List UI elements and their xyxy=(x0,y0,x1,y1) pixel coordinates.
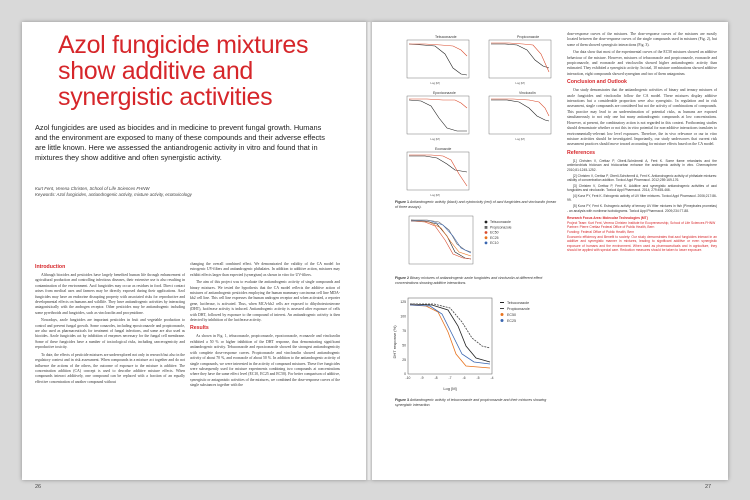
legend-label: EC10 xyxy=(490,241,499,245)
plot-frame xyxy=(489,40,551,78)
box-heading: Research Focus Area: Molecular Technologies (MT) xyxy=(567,216,648,221)
y-axis xyxy=(400,300,406,376)
legend-marker xyxy=(501,313,504,316)
legend-marker xyxy=(485,242,488,245)
panel-title: Epoxiconazole xyxy=(433,91,456,95)
y-tick-label: 25 xyxy=(402,357,406,362)
panel-title: Propiconazole xyxy=(517,35,540,39)
lead-paragraph: Azol fungicides are used as biocides and in medicine to prevent fungal growth. Humans and the environment are exposed to many of these compounds and their adverse effects are little known. Here we assessed the antiandrogenic activity in vitro and found that in mixtures they show additive and often synergistic activity. xyxy=(35,123,325,162)
legend-label: Propiconazole xyxy=(507,307,530,311)
x-tick-label: -8 xyxy=(434,376,438,380)
column-1 xyxy=(35,262,185,387)
fig3-legend xyxy=(500,301,530,323)
x-label: Log [M] xyxy=(430,137,440,141)
figure-3 xyxy=(392,292,560,396)
panel-title: Tebuconazole xyxy=(435,35,457,39)
keywords: Keywords: Azol fungicides, antiandrogenic activity, mixture activity, ecotoxicology xyxy=(35,192,192,197)
caption-label: Figure 3 xyxy=(395,398,409,402)
caption-label: Figure 2 xyxy=(395,276,409,280)
legend-marker xyxy=(500,302,504,303)
title-line: synergistic activities xyxy=(58,83,273,111)
box-project: Project Team: Kurt Fent, Verena Christen Institute for Ecopreneurship, School of Life Sciences FHNW xyxy=(567,220,716,225)
author-block xyxy=(35,186,335,198)
x-axis xyxy=(406,376,494,380)
paragraph: Nowadays, azole fungicides are important pesticides in fruit and vegetable production to control and prevent fungal growth. Some conazoles, including epoxiconazole and propiconazole, are also used as pharmaceuticals for treatment of fungal infections, and some are also used as biocides. Azole fungicides act by inhibition of enzymes necessary for the fungal cell membrane. Some of these fungicides have a number of toxicological risks, including cancerogenicity and reproductive toxicity. xyxy=(35,318,185,350)
paragraph: Our study demonstrates that the antiandrogenic activities of binary and ternary mixtures of azole fungicides and vinclozolin follow the CA model. These mixtures display additive interactions but a considerable proportion were also synergistic. In regulation and in risk assessment, single compounds are considered but not the activity of combinations of compounds. This practice may lead to an underestimation of potential risks, as humans are exposed simultaneously to not only one but many antiandrogenic compounds at low concentrations. However, at present, the combinatory action is not regarded in this context. Forthcoming studies should demonstrate whether or not this in vitro potential for non-additive interactions translates to environmentally-relevant low level exposures. Therefore, the in vivo relevance or our in vitro mixture activities should be investigated. Importantly, our study underscores that current risk assessment practices should move toward accounting for mixture effects based on the CA model. xyxy=(567,88,717,147)
legend-marker xyxy=(485,236,488,239)
fig2-legend xyxy=(485,220,512,245)
curve-activity xyxy=(409,100,467,131)
x-label: Log [M] xyxy=(443,386,457,391)
caption-text: Antiandrogenic activity (black) and cytotoxicity (red) of azol fungicides and vinclozolin (mean of three assays). xyxy=(395,200,557,209)
legend-label: EC25 xyxy=(490,235,499,240)
article-title xyxy=(58,32,338,110)
y-tick-label: 125 xyxy=(400,300,406,305)
box-benefits: Economic efficiency and Benefit to society: Our study demonstrates that azol fungicides interact in an additive and synergistic manner in mixtures, leading to significant additive or even synergistic exposure of humans and the environment. When used as pharmaceuticals and in agriculture, they should be applied with special care. Reduction measures should be taken to lower exposure. xyxy=(567,234,717,253)
legend-label: EC25 xyxy=(507,319,516,323)
intro-heading: Introduction xyxy=(35,264,66,270)
fig1-panel-propiconazole xyxy=(489,35,551,85)
x-tick-label: -10 xyxy=(405,376,411,380)
project-info-box xyxy=(567,216,717,253)
x-tick-label: -5 xyxy=(476,376,480,380)
legend-marker xyxy=(485,231,488,234)
legend-label: EC50 xyxy=(490,230,499,235)
title-line: Azol fungicide mixtures xyxy=(58,31,309,59)
figure-2-caption xyxy=(395,276,560,286)
authors: Kurt Fent, Verena Christen, School of Life Sciences FHNW xyxy=(35,186,150,191)
curve-cytotox xyxy=(491,43,549,72)
spine xyxy=(366,22,372,480)
title-line: show additive and xyxy=(58,57,254,85)
legend-marker xyxy=(485,221,488,224)
panel-title: Econazole xyxy=(435,147,452,151)
results-heading: Results xyxy=(190,325,209,332)
x-label: Log [M] xyxy=(515,81,525,85)
paragraph: changing the overall combined effect. We demonstrated the validity of the CA model for estrogenic UV-filters and antiandrogenic phthalates. In addition to additive action, mixtures may exhibit effects larger than expected (synergism) as shown in vitro for UV-filters. xyxy=(190,262,340,277)
box-funding: Funding: Federal Office of Public Health, Bern xyxy=(567,230,635,235)
curve-cytotox xyxy=(409,99,467,108)
paragraph: As shown in Fig. 1, tebuconazole, propiconazole, epoxiconazole, econazole and vinclozolin exhibited a 50 % or higher inhibition of the DHT response, thus demonstrating significant antiandrogenic activity. Tebuconazole and epoxiconazole showed the strongest antiandrogenicity with complete dose-response curves. Propiconazole and vinclozolin showed antiandrogenic activity of about 70 %, and econazole of about 50 %. In addition to the antiandrogenic activity of single compounds, we were interested in the activity of compound mixtures. These five fungicides were subsequently used for mixture experiments combining two compounds at concentrations where they have the same effect level (EC10, EC25 and EC50). For better comparison of additive, synergistic or antagonistic activities of the mixtures, we combined the dose-response curves of the single substances together with the xyxy=(190,334,340,388)
caption-text: Binary mixtures of antiandrogenic azole fungicides and vinclozolin at different effect concentrations showing additive interactions. xyxy=(395,276,543,285)
fig1-panel-tebuconazole xyxy=(407,35,469,85)
references-list xyxy=(567,159,717,214)
x-tick-label: -4 xyxy=(490,376,494,380)
page-number: 27 xyxy=(705,484,712,490)
y-tick-label: 75 xyxy=(402,329,406,333)
x-label: Log [M] xyxy=(515,137,525,141)
curve-ec10 xyxy=(411,221,471,253)
paragraph: The aim of this project was to evaluate the antiandrogenic activity of single compounds and binary mixtures. We tested the hypothesis that the CA model reflects the additive action of mixtures of antiandrogenic pesticides employing the human mammary carcinoma cell line MDA-kb2 cell line. This cell line expresses the human androgen receptor and when activated, a reporter gene, luciferase, is activated. Thus, when MCA-kb2 cells are exposed to dihydrotestosterone (DHT), luciferase activity is induced. Antiandrogenic activity is assessed after exposure of cells with DHT, followed by exposure to the compound of interest. An antiandrogenic activity is then detected by inhibition of the luciferase activity. xyxy=(190,280,340,323)
curve-cytotox xyxy=(409,44,467,56)
panel-title: Vinclozolin xyxy=(519,91,536,95)
x-label: Log [M] xyxy=(430,193,440,197)
figure-1 xyxy=(395,32,560,200)
paragraph: Although biocides and pesticides have largely benefited human life through enhancement of agricultural production and controlling infectious diseases, their extensive use is also resulting in contamination of the environment. Azol fungicides may occur as residues in food. Direct contact arises from medical uses and farmers may be directly exposed during their applications. Azol fungicides may have an endocrine disrupting property with associated risks for reproductive and developmental effects on humans and wildlife. They have antiandrogenic activities by interacting antagonistically with the androgen receptor. Other pesticides may be antiandrogenic including some pyrethroids and fungicides, such as vinclozolin and procymidone. xyxy=(35,273,185,315)
curve-ec25 xyxy=(411,221,471,256)
curve-propiconazole xyxy=(411,220,471,252)
paragraph: dose-response curves of the mixtures. The dose-response curves of the mixtures are mostly located between the dose-response curves of the single compounds used in mixtures (Fig. 2), but some of them showed synergistic interactions (Fig. 3). xyxy=(567,32,717,47)
y-tick-label: 50 xyxy=(402,343,406,348)
x-tick-label: -9 xyxy=(420,376,424,380)
fig1-panel-vinclozolin xyxy=(489,91,551,141)
plot-frame xyxy=(489,96,551,134)
y-tick-label: 100 xyxy=(400,314,406,319)
x-tick-label: -7 xyxy=(448,376,452,380)
y-label: DHT response (%) xyxy=(392,325,397,359)
legend-label: Propiconazole xyxy=(490,225,512,230)
legend-marker xyxy=(501,319,504,322)
legend-label: Tebuconazole xyxy=(507,301,530,305)
paragraph: To date, the effects of pesticide mixtures are underexplored not only in research but also in the regulatory context and in risk assessment. When compounds in a mixture act together and do not influence the actions of the others, the outcome of exposure to the mixture is additive. The concentration addition (CA) concept is used to describe additive mixture effects. When compounds interact additively, one compound can be replaced with a fraction of an equally effective concentration of another compound without xyxy=(35,352,185,384)
figure-2 xyxy=(395,212,560,274)
reference-item: [5] Kunz PY, Fent K. Estrogenic activity of ternary UV filter mixtures in fish (Pimephales promelas) - an analysis with nonlinear isobolograms. Toxicol Appl Pharmacol. 2009;234:77-88. xyxy=(567,204,717,213)
legend-marker xyxy=(485,226,488,229)
plot-frame xyxy=(407,96,469,134)
fig1-panel-econazole xyxy=(407,147,469,197)
caption-text: Antiandrogenic activity of tebuconazole and propiconazole and their mixtures showing synergistic interaction. xyxy=(395,398,547,407)
curve-activity xyxy=(491,44,549,68)
references-heading: References xyxy=(567,149,595,156)
page-number: 26 xyxy=(35,484,42,490)
curve-cytotox xyxy=(491,99,549,116)
x-tick-label: -6 xyxy=(462,376,466,380)
curve-propiconazole xyxy=(410,304,490,348)
column-2 xyxy=(190,262,340,391)
right-text-column xyxy=(567,32,717,253)
reference-item: [1] Christen V, Crettaz P, Oberli-Schrämmli A, Fent K. Some flame retardants and the antimicrobials triclosan and triclocarban enhance the androgenic activity in vitro. Chemosphere 2010;81:1245-1252. xyxy=(567,158,717,172)
figure-3-caption xyxy=(395,398,560,408)
legend-label: EC50 xyxy=(507,313,516,317)
conclusion-heading: Conclusion and Outlook xyxy=(567,79,627,86)
box-partner: Partner: Pierre Crettaz Federal Office of Public Health, Bern xyxy=(567,225,655,230)
legend-marker xyxy=(500,308,504,309)
paragraph: Our data show that most of the experimental curves of the EC50 mixtures showed an additive behaviour of the mixture. However, mixtures of tebuconazole and propiconazole, econazole and propiconazole, and econazole and vinclozolin showed higher antiandrogenic activity than estimated. They exhibited a synergistic activity. In total, 10 mixture combinations showed additive interaction, eight compounds showed synergism and two of them antagonism. xyxy=(567,50,717,76)
legend-label: Tebuconazole xyxy=(490,220,511,225)
reference-item: [2] Christen V, Crettaz P, Oberli-Schrämmli A, Fent K. Antiandrogenic activity of phthalate mixtures: validity of concentration addition. Toxicol Appl Pharmacol. 2012;259:169-176. xyxy=(567,173,717,183)
reference-item: [3] Christen V, Crettaz P, Fent K. Additive and synergistic antiandrogenic activities of azol fungicides and vinclozolin. Toxicol Appl Pharmacol. 2014; 279:455-466. xyxy=(567,183,717,193)
curve-tebuconazole xyxy=(410,304,490,362)
reference-item: [4] Kunz PY, Fent K. Estrogenic activity of UV filter mixtures. Toxicol Appl Pharmacol. 2006;217:86-99. xyxy=(567,193,717,203)
fig1-panel-epoxiconazole xyxy=(407,91,469,141)
caption-label: Figure 1 xyxy=(395,200,409,204)
plot-frame xyxy=(407,40,469,78)
figure-1-caption xyxy=(395,200,560,210)
x-label: Log [M] xyxy=(430,81,440,85)
curve-activity xyxy=(409,156,467,172)
y-tick-label: 0 xyxy=(404,372,406,377)
